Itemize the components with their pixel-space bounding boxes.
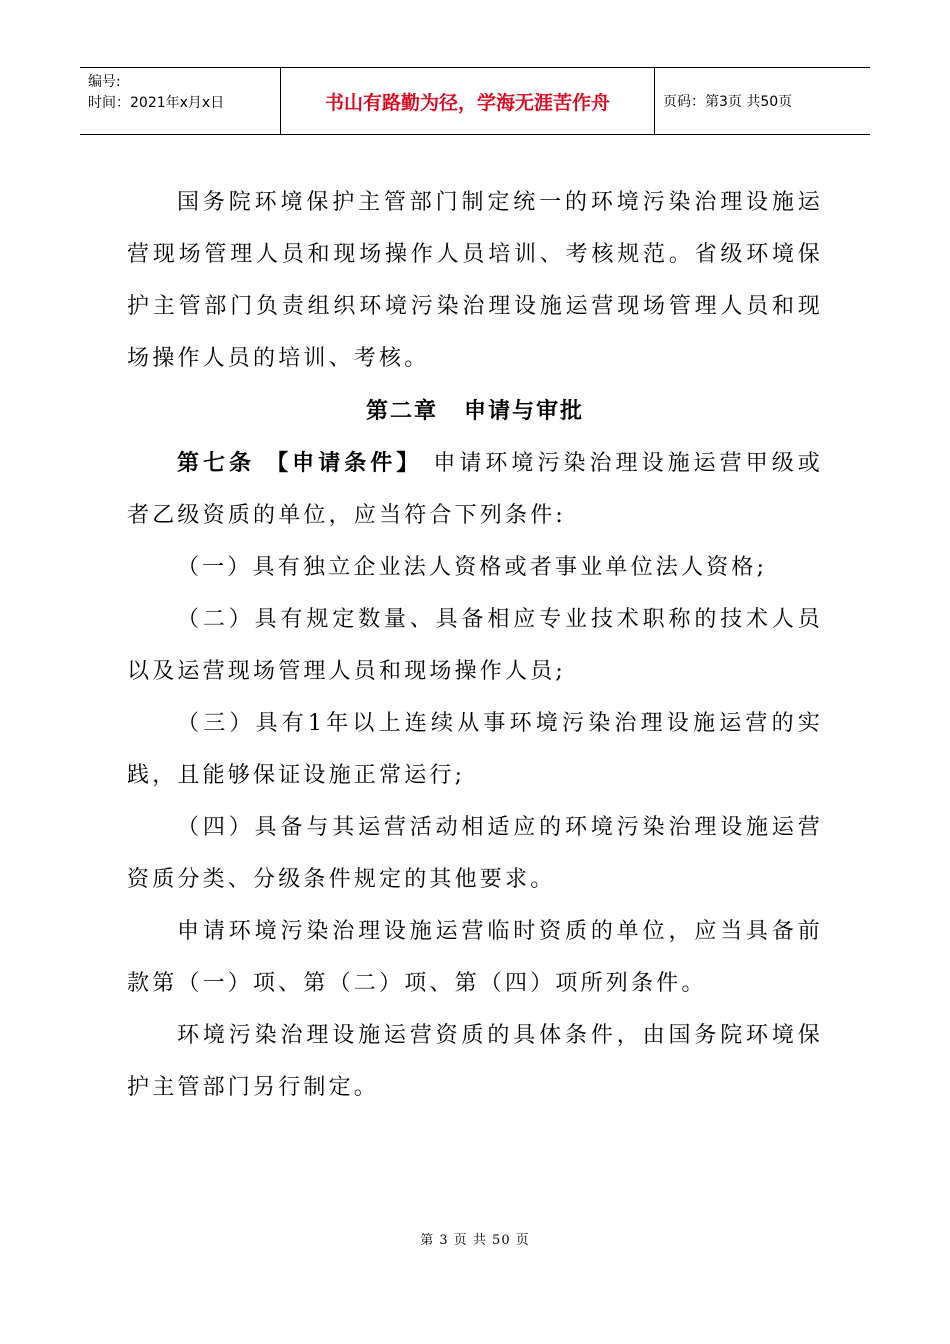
list-item: （三）具有1年以上连续从事环境污染治理设施运营的实践，且能够保证设施正常运行; [127,711,823,788]
document-body [127,177,823,1114]
chapter-number: 第二章 [365,398,438,424]
article-number: 第七条 [177,450,256,476]
paragraph: 申请环境污染治理设施运营临时资质的单位，应当具备前款第（一）项、第（二）项、第（四）项所列条件。 [127,919,823,996]
page-footer: 第 3 页 共 50 页 [420,1233,530,1248]
time-label: 时间：2021年x月x日 [88,95,225,111]
article-title: 【申请条件】 [266,450,423,476]
header-motto: 书山有路勤为径，学海无涯苦作舟 [280,68,655,134]
header-meta [80,68,280,134]
paragraph: 环境污染治理设施运营资质的具体条件，由国务院环境保护主管部门另行制定。 [127,1023,823,1100]
page-header [80,67,870,135]
chapter-heading [127,385,823,437]
list-item: （二）具有规定数量、具备相应专业技术职称的技术人员以及运营现场管理人员和现场操作人员; [127,607,823,684]
paragraph: 国务院环境保护主管部门制定统一的环境污染治理设施运营现场管理人员和现场操作人员培训、考核规范。省级环境保护主管部门负责组织环境污染治理设施运营现场管理人员和现场操作人员的培训、考核。 [127,190,823,371]
chapter-title: 申请与审批 [464,398,585,424]
header-page-info: 页码：第3页 共50页 [663,94,793,110]
number-label: 编号: [88,74,121,90]
article-paragraph [127,437,823,542]
article-text: 申请环境污染治理设施运营甲级或者乙级资质的单位，应当符合下列条件: [127,451,823,528]
list-item: （一）具有独立企业法人资格或者事业单位法人资格; [177,555,768,580]
list-item: （四）具备与其运营活动相适应的环境污染治理设施运营资质分类、分级条件规定的其他要求。 [127,815,823,892]
